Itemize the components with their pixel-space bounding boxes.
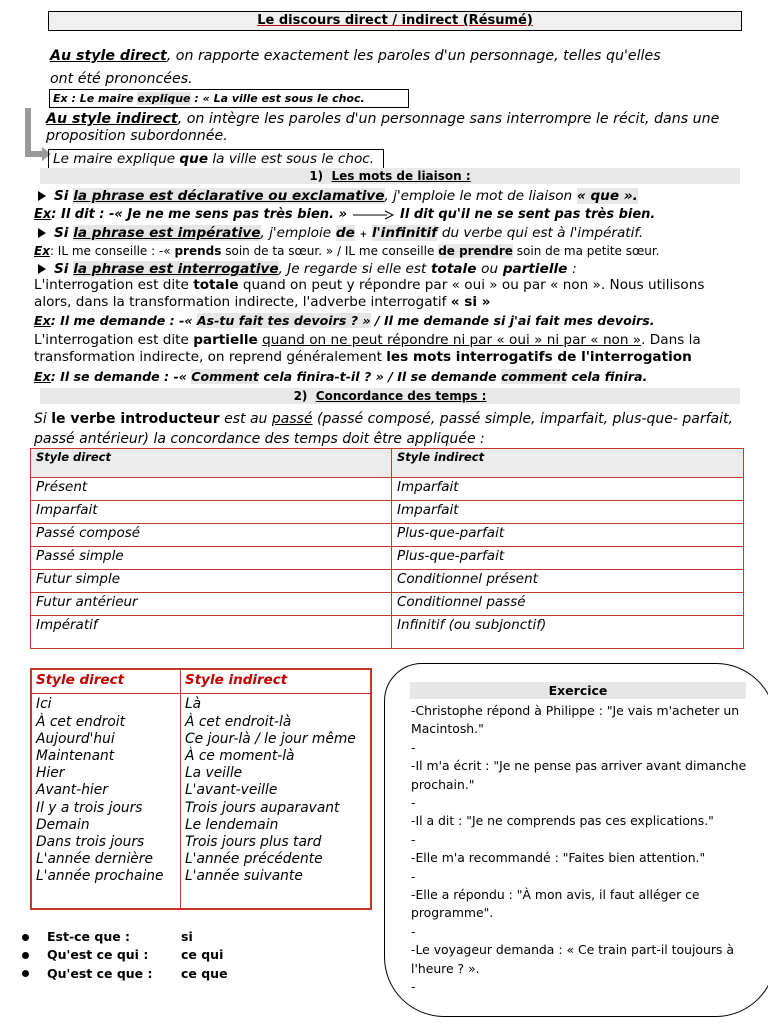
table-row: [31, 501, 744, 524]
exercise-answer-line: -: [411, 868, 416, 884]
list-item: À cet endroit: [36, 713, 126, 730]
table-cell: Présent: [31, 478, 392, 501]
partial-interrogation-example: Ex: Il se demande : -« Comment cela finira-t-il ? » / Il se demande comment cela finira.: [34, 369, 648, 384]
table-header-row: [31, 669, 371, 694]
list-item: L'avant-veille: [185, 782, 278, 799]
bullet-icon: [22, 970, 29, 977]
list-item: L'année dernière: [36, 851, 153, 868]
list-item: Dans trois jours: [36, 833, 145, 850]
table-cell: Imparfait: [392, 478, 744, 501]
list-item: Avant-hier: [36, 782, 108, 799]
exercise-answer-line: -: [411, 831, 416, 847]
table-row: [31, 570, 744, 593]
list-item: L'année suivante: [185, 868, 303, 885]
table-row: [31, 547, 744, 570]
table-row: [31, 616, 744, 649]
table-cell: Plus-que-parfait: [392, 547, 744, 570]
direct-example: Ex : Le maire explique : « La ville est sous le choc.: [49, 89, 409, 108]
bullet-arrow-icon: [38, 228, 46, 238]
indirect-markers-cell: [181, 694, 372, 909]
exercise-title: Exercice: [410, 682, 746, 699]
partial-interrogation-line2: transformation indirecte, on reprend généralement les mots interrogatifs de l'interrogation: [34, 349, 692, 365]
table-cell: Plus-que-parfait: [392, 524, 744, 547]
list-item: Là: [185, 696, 202, 713]
concordance-intro-line2: passé antérieur) la concordance des temps doit être appliquée :: [34, 431, 485, 447]
table-cell: Conditionnel présent: [392, 570, 744, 593]
time-place-markers-table: [30, 668, 372, 910]
table-cell: Imparfait: [392, 501, 744, 524]
table-header-row: [31, 449, 744, 478]
page-title-text: Le discours direct / indirect (Résumé): [257, 13, 533, 28]
rule-declarative-example: Ex: Il dit : -« Je ne me sens pas très bien. » Il dit qu'il ne se sent pas très bien.: [34, 207, 656, 222]
bullet-icon: [22, 934, 29, 941]
table-cell: Futur antérieur: [31, 593, 392, 616]
exercise-item: -Christophe répond à Philippe : "Je vais m'acheter un Macintosh.": [411, 703, 744, 737]
exercise-item: -Il m'a écrit : "Je ne pense pas arriver avant dimanche prochain.": [411, 758, 751, 792]
exercise-answer-line: -: [411, 923, 416, 939]
list-item: Demain: [36, 816, 90, 833]
table-cell: Impératif: [31, 616, 392, 649]
exercise-answer-line: -: [411, 979, 416, 995]
rule-imperative-example: Ex: IL me conseille : -« prends soin de ta sœur. » / IL me conseille de prendre soin de ma petite sœur.: [34, 244, 660, 258]
total-interrogation-example: Ex: Il me demande : -« As-tu fait tes devoirs ? » / Il me demande si j'ai fait mes devoirs.: [34, 313, 655, 328]
indirect-example: Le maire explique que la ville est sous le choc.: [48, 149, 384, 169]
list-item: La veille: [185, 765, 243, 782]
list-item: Qu'est ce qui : ce qui: [22, 946, 228, 964]
tenses-table: [30, 448, 744, 649]
bullet-arrow-icon: [38, 191, 46, 201]
table-cell: Infinitif (ou subjonctif): [392, 616, 744, 649]
exercise-answer-line: -: [411, 795, 416, 811]
indirect-definition-line2: proposition subordonnée.: [46, 128, 228, 144]
list-item: Ce jour-là / le jour même: [185, 730, 356, 747]
table-cell: Futur simple: [31, 570, 392, 593]
rule-imperative: Si la phrase est impérative, j'emploie de + l'infinitif du verbe qui est à l'impératif.: [36, 224, 643, 245]
exercise-list: [411, 702, 751, 997]
direct-markers-cell: [31, 694, 181, 909]
table-row: [31, 694, 371, 909]
list-item: Il y a trois jours: [36, 799, 143, 816]
table-cell: Imparfait: [31, 501, 392, 524]
list-item: Aujourd'hui: [36, 730, 115, 747]
table-header-cell: Style direct: [31, 669, 181, 694]
exercise-box: [384, 663, 768, 1017]
table-header-cell: Style indirect: [181, 669, 372, 694]
exercise-item: -Le voyageur demanda : « Ce train part-il toujours à l'heure ? ».: [411, 942, 738, 976]
page-title: [48, 11, 742, 31]
list-item: Est-ce que : si: [22, 928, 228, 946]
list-item: À cet endroit-là: [185, 713, 292, 730]
table-row: [31, 524, 744, 547]
indirect-definition: Au style indirect, on intègre les paroles d'un personnage sans interrompre le récit, dans une: [46, 111, 720, 127]
table-header-cell: Style direct: [31, 449, 392, 478]
list-item: Ici: [36, 696, 52, 713]
list-item: Hier: [36, 765, 65, 782]
interrogative-words-list: [22, 928, 228, 983]
concordance-intro-line1: Si le verbe introducteur est au passé (passé composé, passé simple, imparfait, plus-que- parfait,: [34, 411, 733, 427]
rule-declarative: Si la phrase est déclarative ou exclamative, j'emploie le mot de liaison « que ».: [36, 187, 638, 206]
exercise-item: -Il a dit : "Je ne comprends pas ces explications.": [411, 813, 714, 829]
bullet-arrow-icon: [38, 264, 46, 274]
direct-definition: Au style direct, on rapporte exactement les paroles d'un personnage, telles qu'elles: [50, 48, 661, 64]
exercise-item: -Elle a répondu : "À mon avis, il faut alléger ce programme".: [411, 887, 704, 921]
table-cell: Passé simple: [31, 547, 392, 570]
bullet-icon: [22, 952, 29, 959]
direct-definition-line2: ont été prononcées.: [50, 71, 193, 87]
arrow-right-icon: [351, 210, 395, 220]
list-item: Le lendemain: [185, 816, 279, 833]
list-item: Qu'est ce que : ce que: [22, 965, 228, 983]
section-2-header: 2) Concordance des temps :: [40, 388, 740, 404]
rule-interrogative: Si la phrase est interrogative, Je regarde si elle est totale ou partielle :: [36, 260, 577, 279]
list-item: L'année précédente: [185, 851, 323, 868]
exercise-answer-line: -: [411, 739, 416, 755]
table-row: [31, 478, 744, 501]
total-interrogation-line2: alors, dans la transformation indirecte, l'adverbe interrogatif « si »: [34, 294, 491, 310]
table-row: [31, 593, 744, 616]
section-1-header: 1) Les mots de liaison :: [40, 168, 740, 184]
list-item: Trois jours auparavant: [185, 799, 340, 816]
table-cell: Passé composé: [31, 524, 392, 547]
total-interrogation-line1: L'interrogation est dite totale quand on peut y répondre par « oui » ou par « non ». Nous utilisons: [34, 277, 705, 293]
list-item: Maintenant: [36, 747, 115, 764]
table-header-cell: Style indirect: [392, 449, 744, 478]
partial-interrogation-line1: L'interrogation est dite partielle quand on ne peut répondre ni par « oui » ni par « non ». Dans la: [34, 332, 701, 348]
table-cell: Conditionnel passé: [392, 593, 744, 616]
exercise-item: -Elle m'a recommandé : "Faites bien attention.": [411, 850, 706, 866]
list-item: Trois jours plus tard: [185, 833, 322, 850]
list-item: L'année prochaine: [36, 868, 164, 885]
list-item: À ce moment-là: [185, 747, 295, 764]
